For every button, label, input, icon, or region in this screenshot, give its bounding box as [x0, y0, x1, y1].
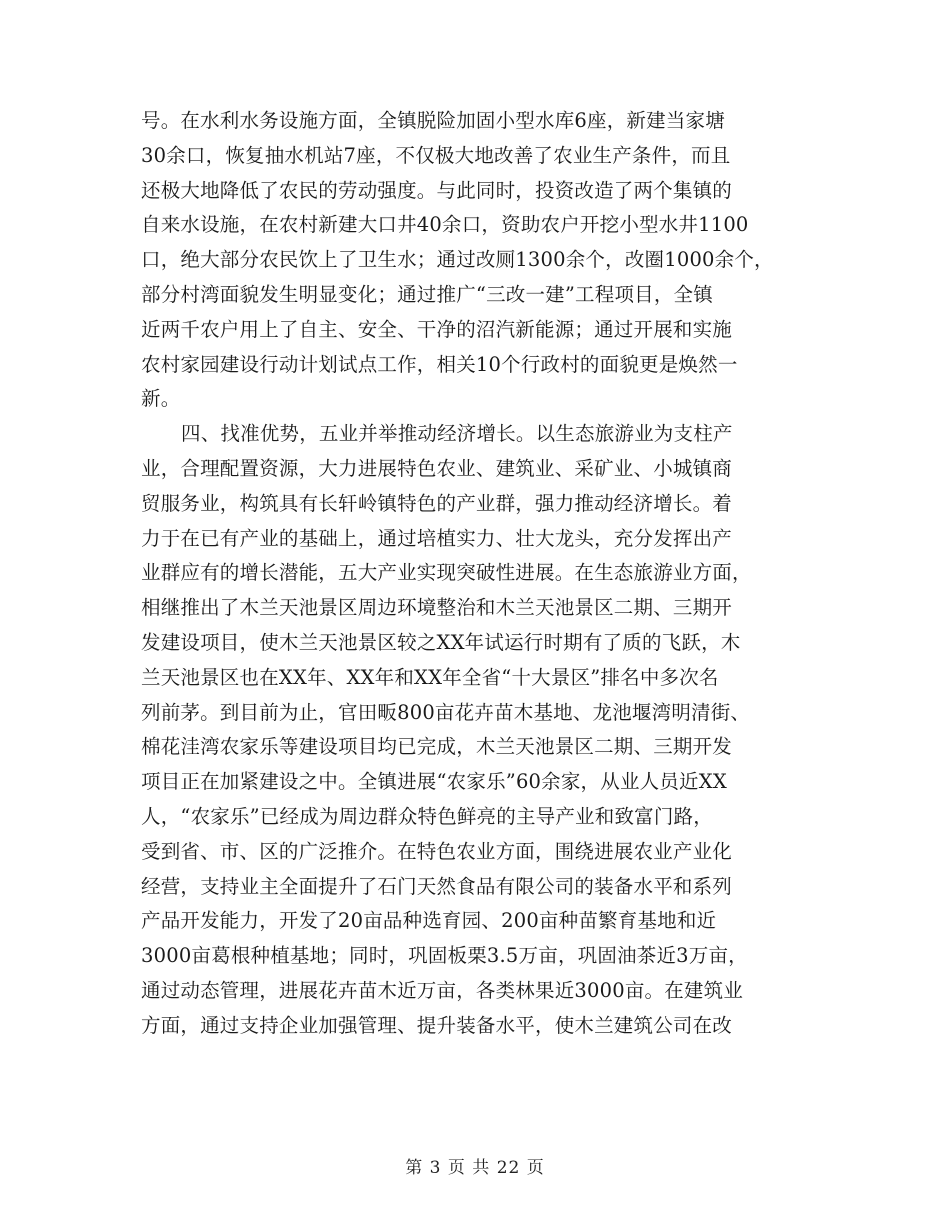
- page-number-footer: 第 3 页 共 22 页: [405, 1158, 545, 1178]
- text-line: 力于在已有产业的基础上，通过培植实力、壮大龙头，充分发挥出产: [141, 526, 733, 550]
- text-line: 兰天池景区也在XX年、XX年和XX年全省“十大景区”排名中多次名: [141, 665, 719, 689]
- text-line: 项目正在加紧建设之中。全镇进展“农家乐”60余家，从业人员近XX: [141, 770, 727, 794]
- text-line: 30余口，恢复抽水机站7座，不仅极大地改善了农业生产条件，而且: [141, 143, 731, 167]
- text-line: 产品开发能力，开发了20亩品种选育园、200亩种苗繁育基地和近: [141, 909, 717, 933]
- text-line: 方面，通过支持企业加强管理、提升装备水平，使木兰建筑公司在改: [141, 1013, 733, 1037]
- text-line: 人，“农家乐”已经成为周边群众特色鲜亮的主导产业和致富门路，: [141, 804, 713, 828]
- text-line: 受到省、市、区的广泛推介。在特色农业方面，围绕进展农业产业化: [141, 839, 733, 863]
- paragraph-water-facilities: [141, 104, 831, 417]
- text-line: 棉花洼湾农家乐等建设项目均已完成，木兰天池景区二期、三期开发: [141, 735, 733, 759]
- text-line: 农村家园建设行动计划试点工作，相关10个行政村的面貌更是焕然一: [141, 352, 738, 376]
- text-line: 3000亩葛根种植基地；同时，巩固板栗3.5万亩，巩固油茶近3万亩，: [141, 944, 748, 968]
- text-line: 业群应有的增长潜能，五大产业实现突破性进展。在生态旅游业方面，: [141, 561, 752, 585]
- body-text: [141, 104, 831, 1044]
- text-line: 贸服务业，构筑具有长轩岭镇特色的产业群，强力推动经济增长。着: [141, 491, 733, 515]
- text-line: 新。: [141, 387, 181, 411]
- text-line: 列前茅。到目前为止，官田畈800亩花卉苗木基地、龙池堰湾明清街、: [141, 700, 751, 724]
- text-line: 口，绝大部分农民饮上了卫生水；通过改厕1300余个，改圈1000余个，: [141, 248, 774, 272]
- paragraph-economic-growth: [141, 417, 831, 1043]
- text-line: 近两千农户用上了自主、安全、干净的沼汽新能源；通过开展和实施: [141, 317, 733, 341]
- text-line: 通过动态管理，进展花卉苗木近万亩，各类林果近3000亩。在建筑业: [141, 978, 744, 1002]
- text-line-indented: 四、找准优势，五业并举推动经济增长。以生态旅游业为支柱产: [181, 422, 733, 446]
- text-line: 部分村湾面貌发生明显变化；通过推广“三改一建”工程项目，全镇: [141, 282, 713, 306]
- text-line: 自来水设施，在农村新建大口井40余口，资助农户开挖小型水井1100: [141, 213, 749, 237]
- text-line: 经营，支持业主全面提升了石门天然食品有限公司的装备水平和系列: [141, 874, 733, 898]
- text-line: 发建设项目，使木兰天池景区较之XX年试运行时期有了质的飞跃，木: [141, 630, 741, 654]
- text-line: 相继推出了木兰天池景区周边环境整治和木兰天池景区二期、三期开: [141, 596, 733, 620]
- text-line: 还极大地降低了农民的劳动强度。与此同时，投资改造了两个集镇的: [141, 178, 733, 202]
- text-line: 号。在水利水务设施方面，全镇脱险加固小型水库6座，新建当家塘: [141, 109, 725, 132]
- text-line: 业，合理配置资源，大力进展特色农业、建筑业、采矿业、小城镇商: [141, 456, 733, 480]
